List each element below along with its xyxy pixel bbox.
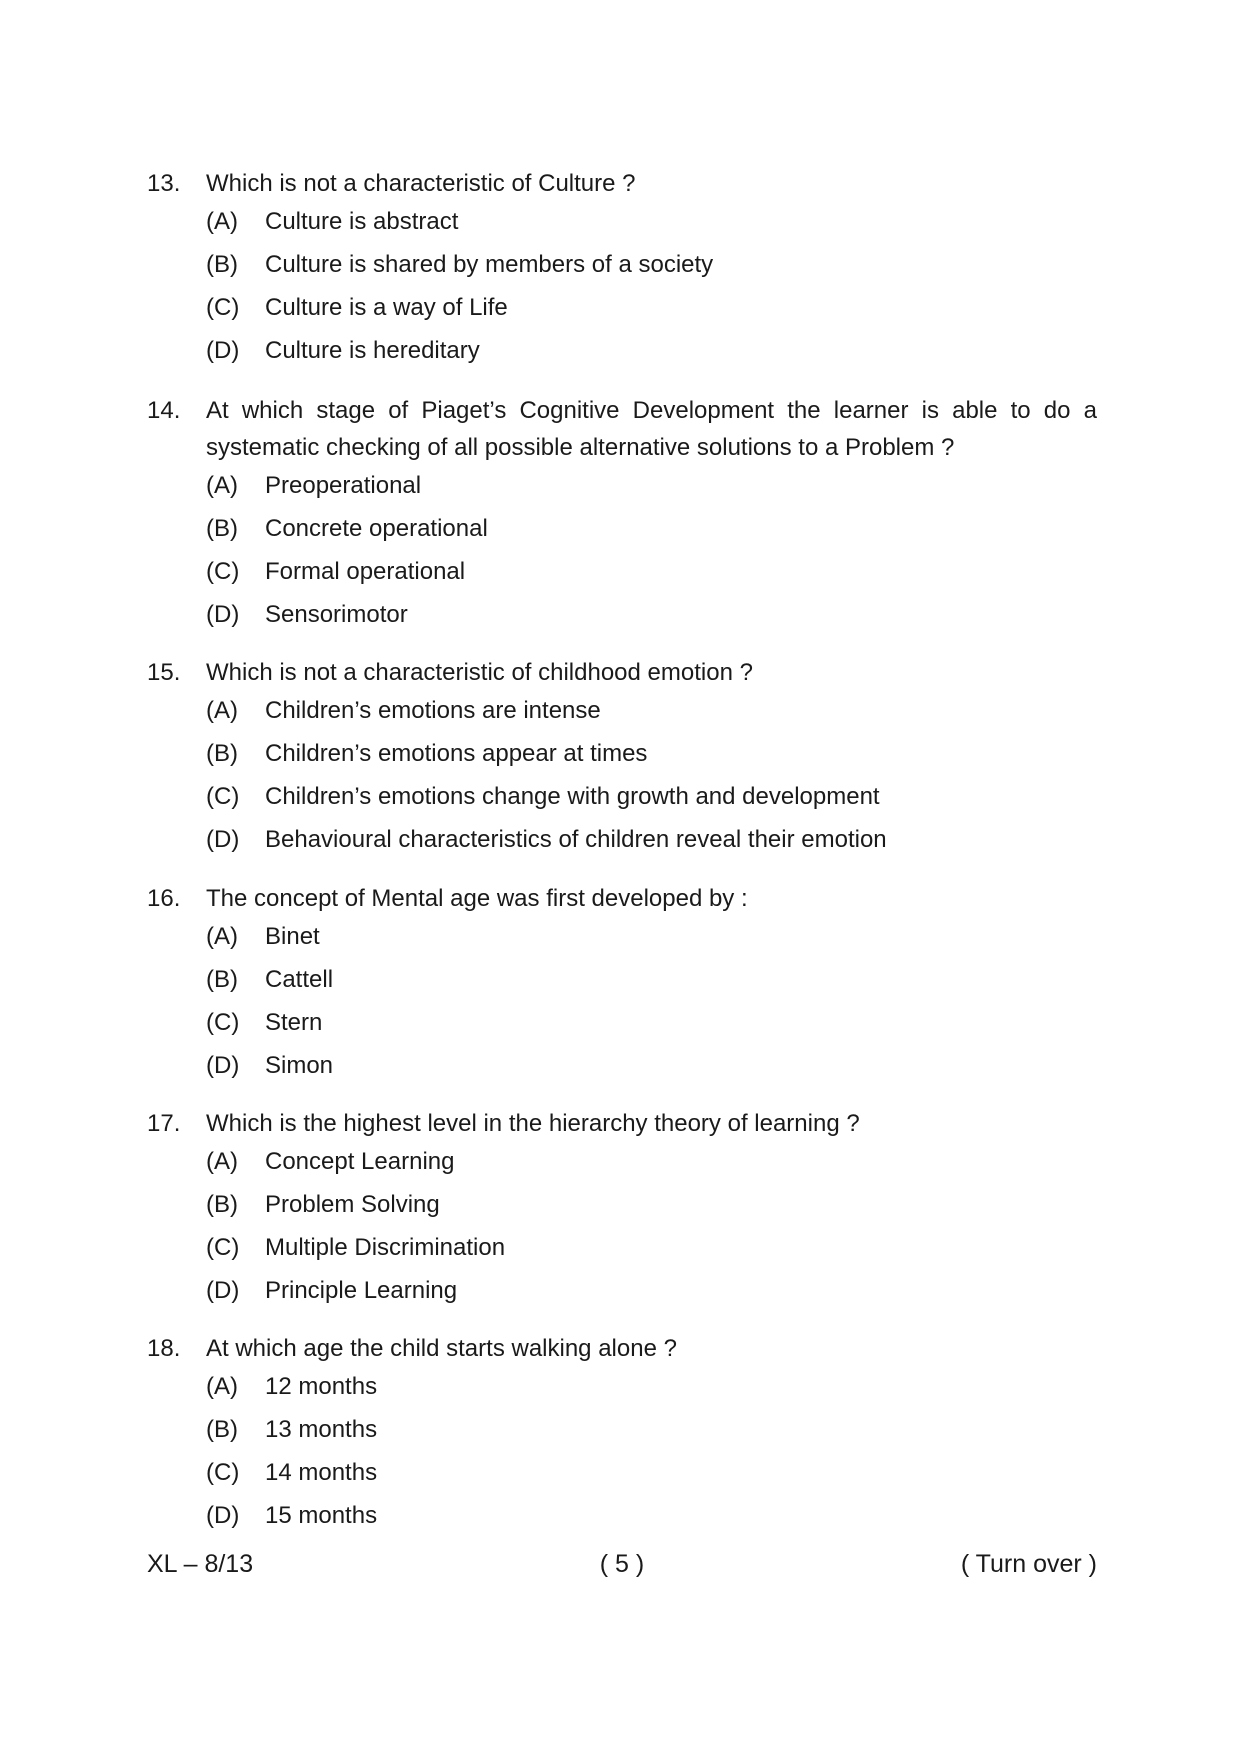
option-text: Preoperational <box>265 472 422 499</box>
question-14 <box>147 392 1097 643</box>
option-c <box>206 782 1097 825</box>
option-text: Culture is abstract <box>265 208 459 235</box>
option-a <box>206 1372 1097 1415</box>
option-b <box>206 739 1097 782</box>
option-text: Culture is hereditary <box>265 337 480 364</box>
option-c <box>206 1233 1097 1276</box>
option-text: Concept Learning <box>265 1148 455 1175</box>
option-letter: (C) <box>206 294 240 321</box>
question-text: Which is not a characteristic of Culture ? <box>206 170 636 197</box>
question-text: At which stage of Piaget’s Cognitive Development the learner is able to do a systematic checking of all possible alternative solutions to a Problem ? <box>206 397 1097 461</box>
option-d <box>206 336 1097 379</box>
option-list <box>206 471 1097 643</box>
page-footer <box>147 1550 1097 1590</box>
question-number: 16. <box>147 885 181 912</box>
option-letter: (C) <box>206 783 240 810</box>
option-text: Cattell <box>265 966 334 993</box>
question-text: Which is the highest level in the hierarchy theory of learning ? <box>206 1110 860 1137</box>
option-c <box>206 1458 1097 1501</box>
option-text: Children’s emotions are intense <box>265 697 601 724</box>
option-letter: (C) <box>206 1234 240 1261</box>
option-letter: (A) <box>206 1148 238 1175</box>
option-letter: (D) <box>206 826 240 853</box>
option-d <box>206 1276 1097 1319</box>
option-d <box>206 1501 1097 1544</box>
option-text: Concrete operational <box>265 515 488 542</box>
option-letter: (A) <box>206 697 238 724</box>
option-text: 14 months <box>265 1459 378 1486</box>
question-number: 15. <box>147 659 181 686</box>
option-text: Simon <box>265 1052 334 1079</box>
option-text: Formal operational <box>265 558 466 585</box>
option-text: Multiple Discrimination <box>265 1234 506 1261</box>
option-d <box>206 825 1097 868</box>
option-list <box>206 922 1097 1094</box>
option-letter: (C) <box>206 1009 240 1036</box>
question-text: Which is not a characteristic of childhood emotion ? <box>206 659 753 686</box>
option-letter: (D) <box>206 337 240 364</box>
option-a <box>206 696 1097 739</box>
option-letter: (D) <box>206 601 240 628</box>
option-c <box>206 1008 1097 1051</box>
option-c <box>206 557 1097 600</box>
option-text: Children’s emotions change with growth and development <box>265 783 880 810</box>
option-letter: (C) <box>206 1459 240 1486</box>
option-text: 13 months <box>265 1416 378 1443</box>
question-15 <box>147 654 1097 868</box>
option-list <box>206 1372 1097 1544</box>
option-b <box>206 965 1097 1008</box>
option-letter: (D) <box>206 1052 240 1079</box>
option-letter: (B) <box>206 515 238 542</box>
question-17 <box>147 1105 1097 1319</box>
option-d <box>206 1051 1097 1094</box>
option-text: Culture is a way of Life <box>265 294 508 321</box>
question-text: The concept of Mental age was first developed by : <box>206 885 748 912</box>
option-letter: (A) <box>206 1373 238 1400</box>
option-letter: (D) <box>206 1277 240 1304</box>
option-a <box>206 922 1097 965</box>
question-number: 13. <box>147 170 181 197</box>
option-text: Binet <box>265 923 320 950</box>
option-a <box>206 207 1097 250</box>
option-b <box>206 250 1097 293</box>
page-number: ( 5 ) <box>599 1550 645 1578</box>
question-number: 17. <box>147 1110 181 1137</box>
question-18 <box>147 1330 1097 1544</box>
question-16 <box>147 880 1097 1094</box>
option-letter: (A) <box>206 923 238 950</box>
option-letter: (C) <box>206 558 240 585</box>
question-number: 14. <box>147 397 181 424</box>
option-letter: (A) <box>206 208 238 235</box>
option-text: 15 months <box>265 1502 378 1529</box>
option-letter: (A) <box>206 472 238 499</box>
option-d <box>206 600 1097 643</box>
turn-over-note: ( Turn over ) <box>960 1550 1097 1578</box>
option-text: Sensorimotor <box>265 601 408 628</box>
option-letter: (B) <box>206 740 238 767</box>
option-a <box>206 471 1097 514</box>
option-list <box>206 696 1097 868</box>
option-a <box>206 1147 1097 1190</box>
question-text: At which age the child starts walking alone ? <box>206 1335 677 1362</box>
option-letter: (B) <box>206 251 238 278</box>
option-letter: (B) <box>206 966 238 993</box>
option-b <box>206 514 1097 557</box>
option-letter: (D) <box>206 1502 240 1529</box>
question-13 <box>147 165 1097 379</box>
option-b <box>206 1415 1097 1458</box>
option-b <box>206 1190 1097 1233</box>
option-list <box>206 207 1097 379</box>
option-letter: (B) <box>206 1416 238 1443</box>
option-text: Behavioural characteristics of children reveal their emotion <box>265 826 887 853</box>
option-text: Problem Solving <box>265 1191 440 1218</box>
option-text: Culture is shared by members of a society <box>265 251 714 278</box>
option-text: Children’s emotions appear at times <box>265 740 648 767</box>
option-list <box>206 1147 1097 1319</box>
option-text: Principle Learning <box>265 1277 458 1304</box>
paper-code: XL – 8/13 <box>147 1550 254 1578</box>
option-text: 12 months <box>265 1373 378 1400</box>
option-text: Stern <box>265 1009 323 1036</box>
option-letter: (B) <box>206 1191 238 1218</box>
question-number: 18. <box>147 1335 181 1362</box>
option-c <box>206 293 1097 336</box>
